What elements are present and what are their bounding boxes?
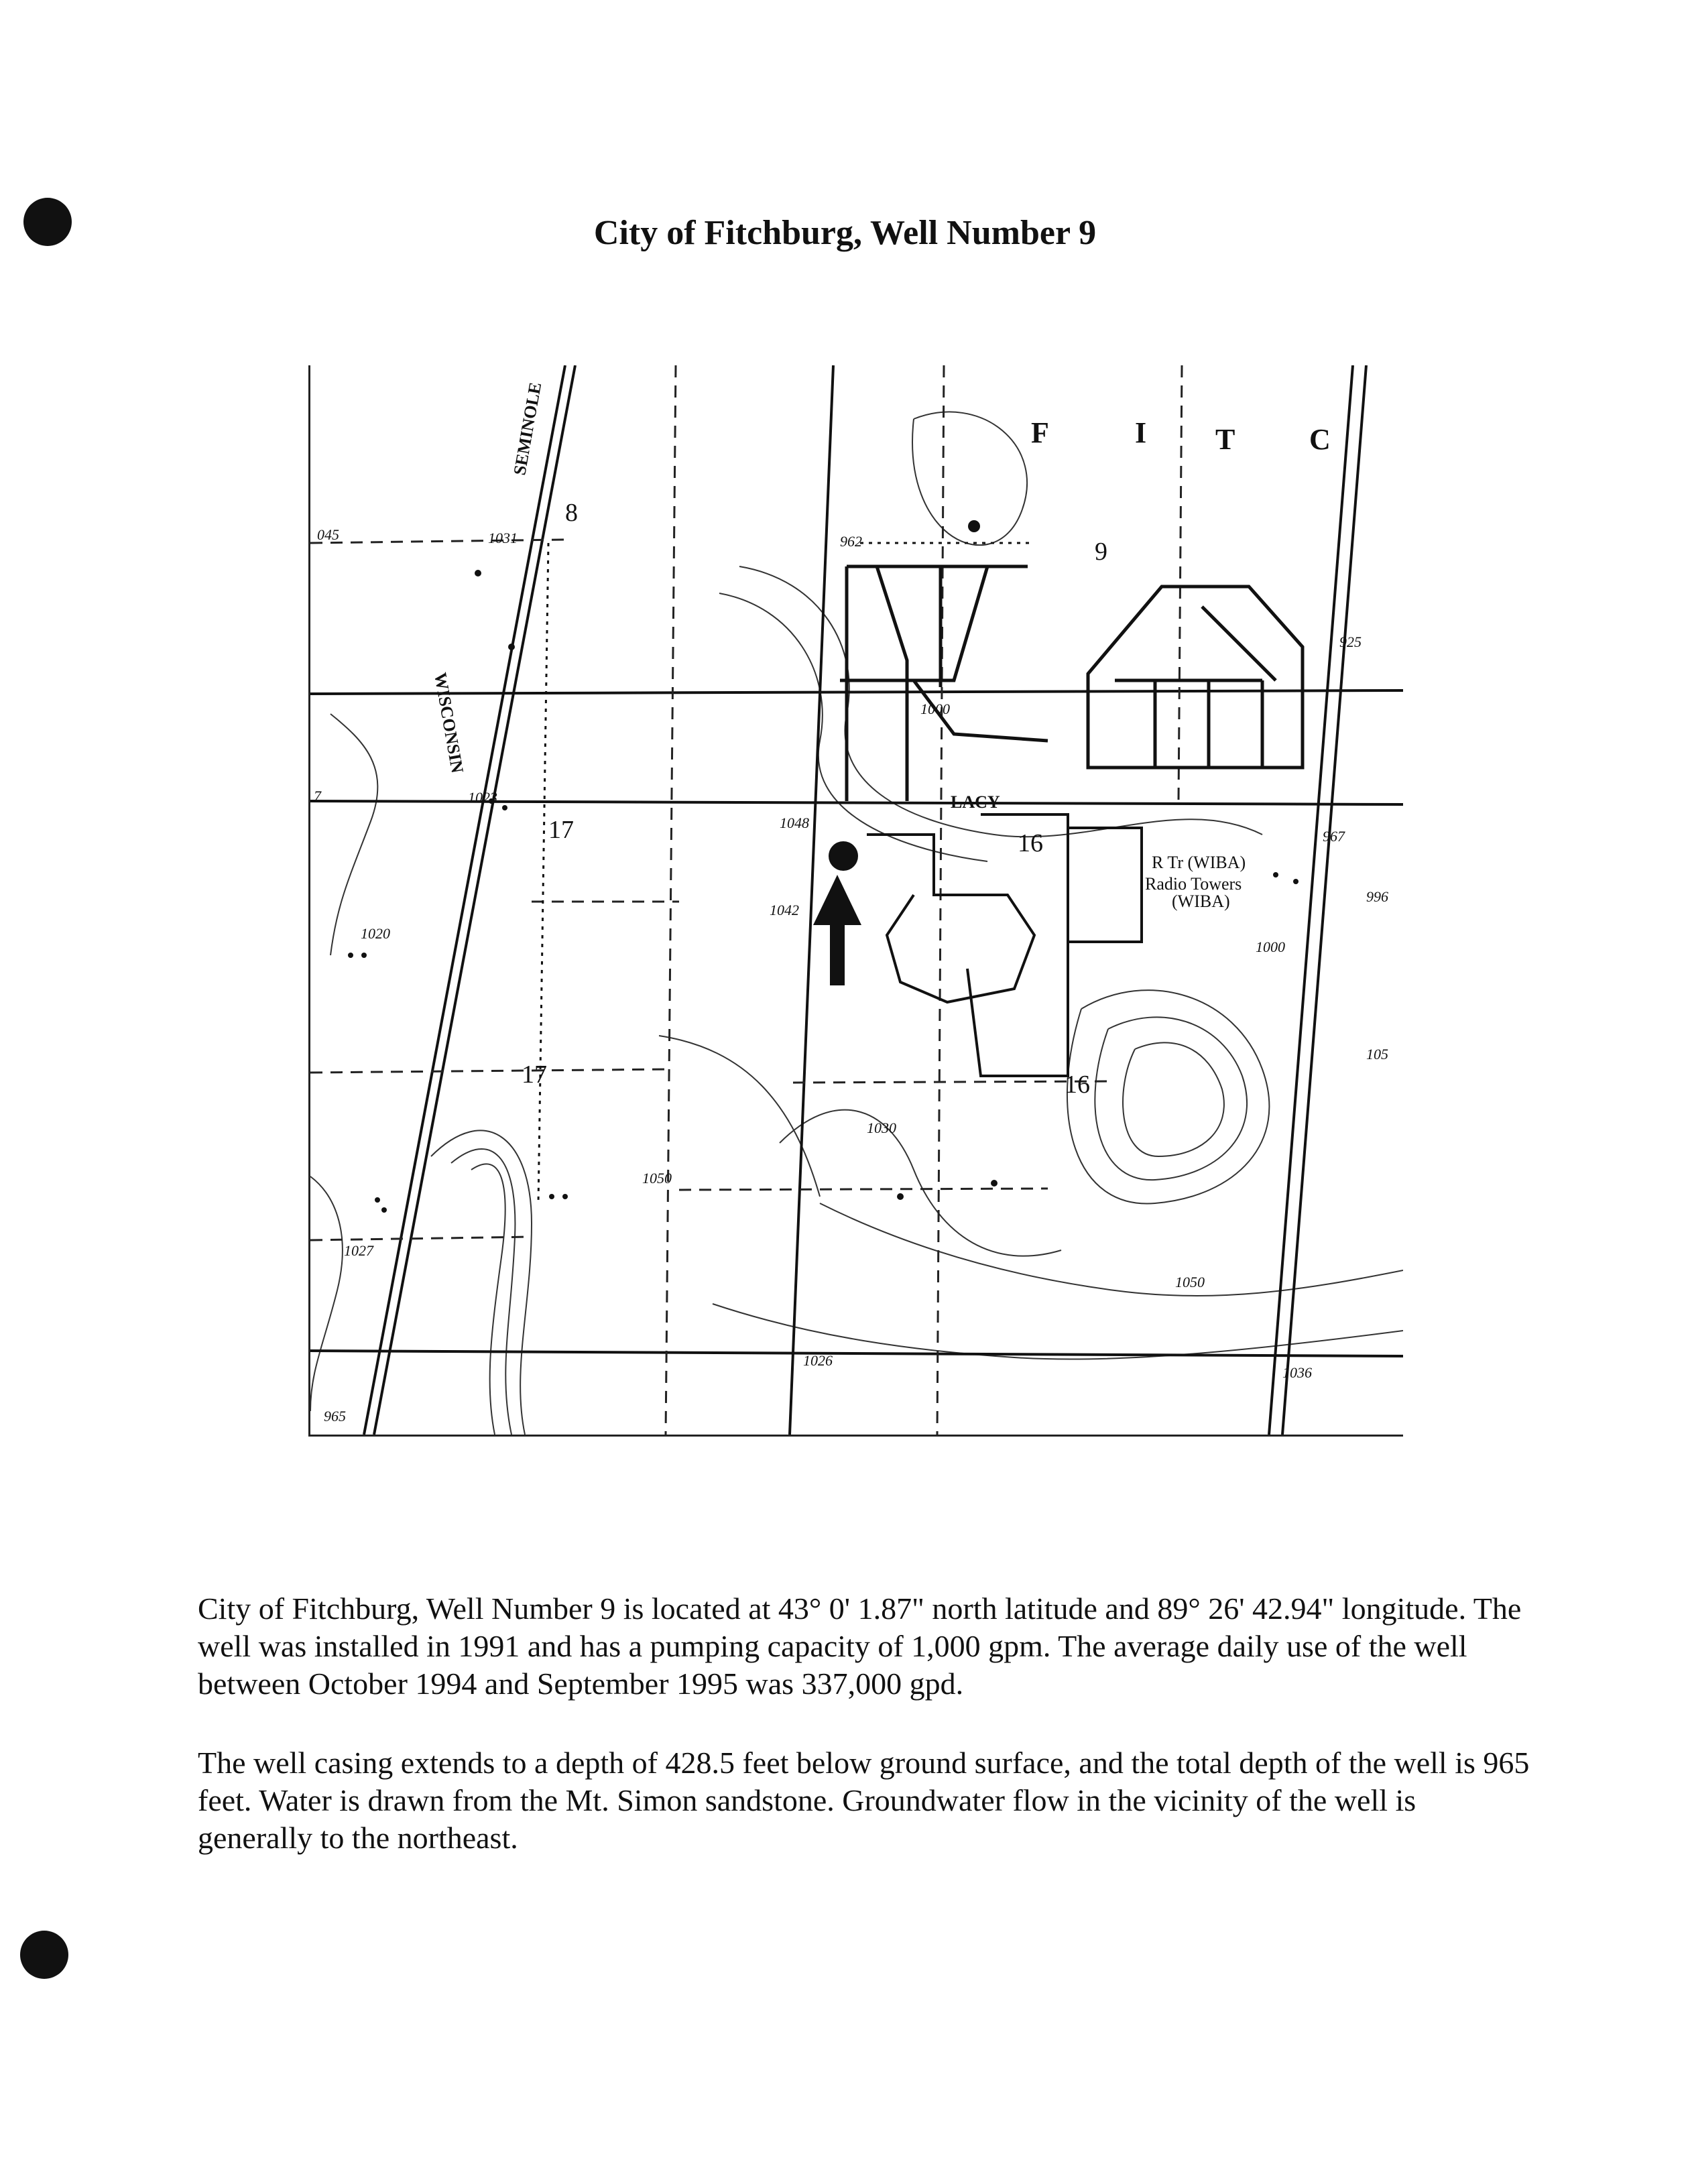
map-label-lacy: LACY	[951, 792, 1000, 812]
map-label-i: I	[1135, 416, 1147, 449]
topographic-map	[308, 365, 1403, 1437]
well-location-marker	[829, 841, 858, 871]
hole-punch-bottom	[20, 1931, 68, 1979]
map-label-elev-1050b: 1050	[1175, 1274, 1205, 1290]
map-label-elev-1031: 1031	[488, 530, 518, 546]
map-label-section-16b: 16	[1065, 1071, 1090, 1099]
map-label-radio-towers: Radio Towers	[1145, 874, 1242, 894]
map-label-seminole: SEMINOLE	[509, 380, 546, 477]
map-label-elev-967: 967	[1323, 828, 1345, 845]
map-label-elev-965: 965	[324, 1408, 346, 1424]
map-label-t: T	[1215, 423, 1235, 456]
page-title: City of Fitchburg, Well Number 9	[593, 214, 1097, 252]
map-label-elev-045: 045	[317, 526, 339, 543]
map-label-elev-925: 925	[1339, 633, 1362, 650]
paragraph-location: City of Fitchburg, Well Number 9 is located at 43° 0' 1.87" north latitude and 89° 26' 42.94" longitude. The well was installed in 1991 and has a pumping capacity of 1,000 gpm. The average daily use of the well between October 1994 and September 1995 was 337,000 gpd.	[198, 1591, 1522, 1701]
map-label-wiba: (WIBA)	[1172, 892, 1230, 911]
map-label-r-tr: R Tr (WIBA)	[1152, 853, 1246, 872]
map-label-elev-1050a: 1050	[642, 1170, 672, 1187]
map-label-section-17a: 17	[548, 816, 574, 844]
map-label-elev-1042: 1042	[770, 902, 799, 918]
paragraph-casing: The well casing extends to a depth of 428.5 feet below ground surface, and the total depth of the well is 965 feet. Water is drawn from the Mt. Simon sandstone. Groundwater flow in the vicinity of the well is generally to the northeast.	[198, 1746, 1530, 1855]
well-arrow	[813, 875, 861, 985]
map-label-section-8: 8	[565, 499, 578, 527]
map-label-section-16a: 16	[1018, 829, 1043, 857]
map-label-elev-1050c: 105	[1366, 1046, 1388, 1063]
map-label-elev-1036: 1036	[1282, 1364, 1312, 1381]
map-label-elev-996: 996	[1366, 888, 1388, 905]
map-label-elev-1023: 1023	[468, 789, 497, 806]
map-label-c: C	[1309, 423, 1331, 456]
map-label-elev-7: 7	[314, 788, 321, 804]
map-label-elev-1000b: 1000	[1256, 938, 1285, 955]
map-svg	[310, 365, 1403, 1435]
map-label-wisconsin: WISCONSIN	[430, 671, 467, 775]
map-label-section-17b: 17	[522, 1060, 547, 1089]
map-label-f: F	[1031, 416, 1049, 449]
map-label-elev-1020: 1020	[361, 925, 390, 942]
map-label-elev-1027: 1027	[344, 1242, 373, 1259]
map-label-elev-1000a: 1000	[920, 701, 950, 717]
map-label-elev-1026: 1026	[803, 1352, 833, 1369]
map-label-elev-962: 962	[840, 533, 862, 550]
map-label-elev-1048: 1048	[780, 814, 809, 831]
map-label-elev-1030: 1030	[867, 1119, 896, 1136]
map-label-section-9: 9	[1095, 538, 1107, 566]
